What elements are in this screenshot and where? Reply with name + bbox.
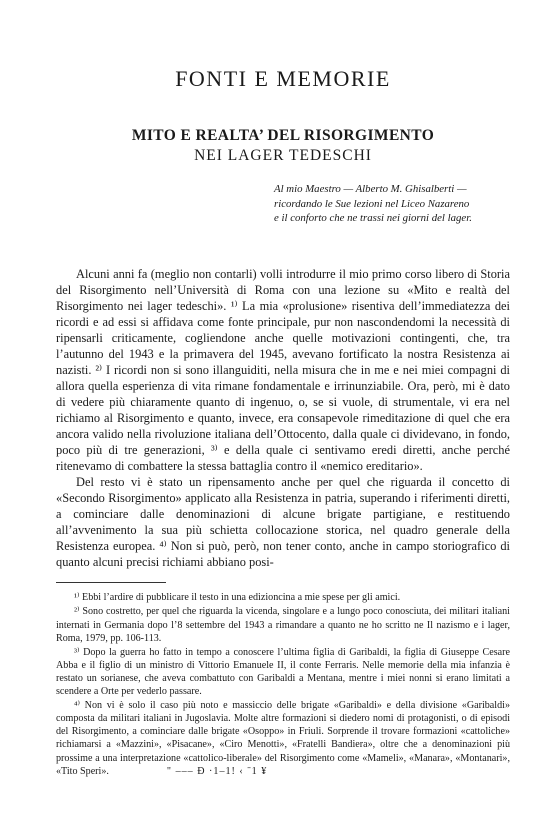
dedication-line-1: Al mio Maestro — Alberto M. Ghisalberti — [274,183,467,195]
article-title-line-2: NEI LAGER TEDESCHI [194,147,372,164]
footnote-4-text: ⁴⁾ Non vi è solo il caso più noto e massiccio delle brigate «Garibaldi» e della divisione «Garibaldi» composta da militari italiani in Jugoslavia. Molte altre formazioni si diedero nomi di protagonisti, o di episodi del Risorgimento, a cominciare dalle brigate «Osoppo» in Friuli. Sorprende il trovare formazioni «cattoliche» richiamarsi a «Mazzini», «Pisacane», «Ciro Menotti», «Fratelli Bandiera», oltre che a denominazioni più prossime a una interpretazione «cattolico-liberale» del Risorgimento come «Mameli», «Manara», «Montanari», «Tito Speri». [56,700,510,777]
article-title-line-1: MITO E REALTA’ DEL RISORGIMENTO [131,127,435,144]
dedication [274,182,510,226]
dedication-line-2: ricordando le Sue lezioni nel Liceo Nazareno [274,197,470,210]
footnote-1: ¹⁾ Ebbi l’ardire di pubblicare il testo in una edizioncina a mie spese per gli amici. [74,592,401,604]
section-title: FONTI E MEMORIE [175,66,391,91]
paragraph-1: Alcuni anni fa (meglio non contarli) volli introdurre il mio primo corso libero di Storia del Risorgimento nell’Università di Roma con una lezione su «Mito e realtà del Risorgimento nei lager tedeschi». ¹⁾ La mia «prolusione» risentiva dell’immediatezza dei ricordi e ad essi si affidava come fonte principale, pur non nascondendomi la necessità di ripensarli criticamente, cogliendone anche quelle motivazioni contingenti, che, tra l’autunno del 1943 e la primavera del 1945, avevano fortificato la nostra Resistenza ai nazisti. ²⁾ I ricordi non si sono illanguiditi, nella misura che in me e nei miei compagni di allora quella esperienza di vita rimane fondamentale e irrinunziabile. Ora, però, mi è dato di vedere più chiaramente quanto di ingenuo, o, se si vuole, di strumentale, vi era nel richiamo al Risorgimento e quanto, invece, era consapevole rimeditazione di quel che era ancora valido nella rivoluzione italiana dell’Ottocento, dalla quale ci dividevano, in fondo, poco più di tre generazioni, ³⁾ e della quale ci sentivamo eredi diretti, anche perché ritenevamo di combattere la stessa battaglia contro il «nemico ereditario». [56,266,510,474]
paragraph-2: Del resto vi è stato un ripensamento anche per quel che riguarda il concetto di «Secondo Risorgimento» applicato alla Resistenza in patria, superando i riferimenti diretti, a cominciare dalle denominazioni di alcune brigate partigiane, e restituendo all’avvenimento la sua più schietta collocazione storica, nel quadro generale della Resistenza europea. ⁴⁾ Non si può, però, non tener conto, anche in campo storiografico di quanto alcuni precisi richiami abbiano posi- [56,475,510,570]
body-text [56,266,510,571]
footnote-divider [56,582,166,583]
footnote-3: ³⁾ Dopo la guerra ho fatto in tempo a conoscere l’ultima figlia di Garibaldi, la figlia di Giuseppe Cesare Abba e il figlio di un ministro di Vittorio Emanuele II, il conte Ferraris. Nelle memorie della mia infanzia è restato un sorianese, che aveva combattuto con Garibaldi a Mentana, mentre i miei nonni si erano limitati a scendere a Orte per vederlo passare. [56,646,510,698]
footnotes [56,591,510,777]
dedication-line-3: e il conforto che ne trassi nei giorni del lager. [274,212,472,224]
footnote-4-smudge: " ––– Ð ·1–1! ‹ ˉ1 ¥ [166,765,268,777]
footnote-4 [56,699,510,778]
article-title [56,126,510,166]
footnote-2: ²⁾ Sono costretto, per quel che riguarda la vicenda, singolare e a lungo poco conosciuta, dei militari italiani internati in Germania dopo l’8 settembre del 1943 a rimandare a quanto ne ho scritto ne Il nazismo e i lager, Roma, 1979, pp. 106-113. [56,606,510,644]
